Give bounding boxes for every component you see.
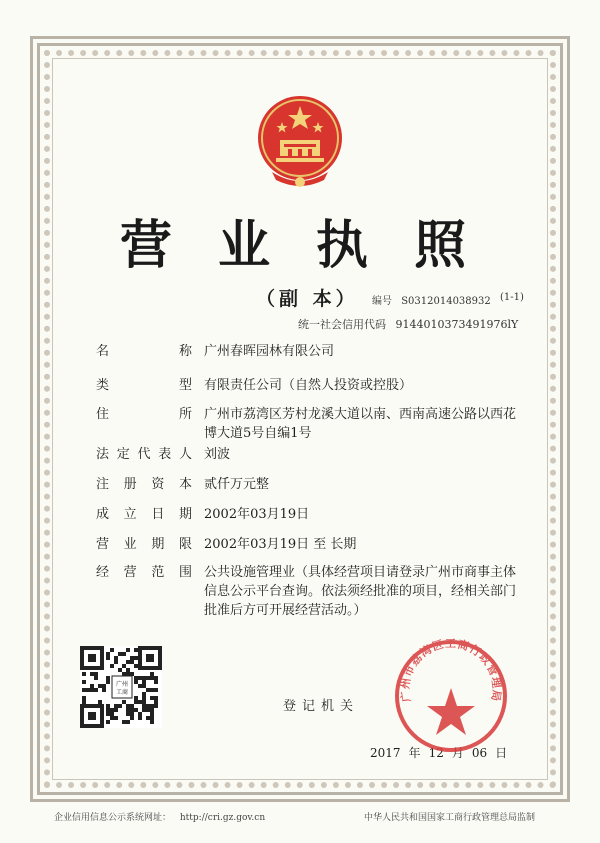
qr-module [142, 704, 146, 708]
qr-module [134, 708, 138, 712]
month-label: 月 [451, 746, 464, 760]
qr-module [146, 676, 150, 680]
qr-module [118, 704, 122, 708]
qr-module [134, 696, 138, 700]
seal-text: 广州市荔湾区工商行政管理局 [398, 638, 504, 703]
qr-module [126, 704, 130, 708]
qr-module [106, 676, 110, 680]
qr-module [82, 688, 86, 692]
qr-module [82, 696, 86, 700]
issue-year: 2017 [370, 746, 401, 760]
qr-code-icon [80, 646, 162, 728]
qr-module [122, 700, 126, 704]
qr-module [134, 664, 138, 668]
qr-module [110, 648, 114, 652]
qr-module [138, 676, 142, 680]
credit-code-value: 9144010373491976lY [395, 318, 519, 331]
qr-module [134, 656, 138, 660]
field-value: 有限责任公司（自然人投资或控股） [204, 378, 413, 393]
footer-issuer: 中华人民共和国国家工商行政管理总局监制 [364, 813, 536, 823]
field-value: 刘波 [204, 447, 231, 462]
serial-label: 编号 [372, 296, 392, 307]
qr-badge-line1: 广州 [115, 681, 129, 688]
qr-module [154, 700, 158, 704]
qr-module [126, 720, 130, 724]
field-label: 成立日期 [96, 507, 192, 522]
qr-module [94, 688, 98, 692]
qr-module [94, 676, 98, 680]
qr-module [82, 700, 86, 704]
qr-module [106, 708, 110, 712]
credit-code-label: 统一社会信用代码 [298, 318, 386, 331]
qr-module [114, 708, 118, 712]
qr-module [142, 676, 146, 680]
qr-module [146, 708, 150, 712]
qr-module [130, 656, 134, 660]
qr-module [114, 704, 118, 708]
qr-module [122, 672, 126, 676]
qr-module [150, 688, 154, 692]
year-label: 年 [408, 746, 421, 760]
document-subtitle: （副 本） [256, 288, 359, 310]
qr-module [154, 696, 158, 700]
qr-module [150, 676, 154, 680]
qr-module [130, 672, 134, 676]
serial-value: S0312014038932 [401, 296, 491, 307]
qr-module [82, 672, 86, 676]
qr-module [126, 668, 130, 672]
qr-module [106, 712, 110, 716]
qr-module [118, 652, 122, 656]
field-label: 法定代表人 [96, 447, 192, 462]
qr-module [142, 684, 146, 688]
field-value: 2002年03月19日 [204, 507, 310, 522]
field-value: 广州市荔湾区芳村龙溪大道以南、西南高速公路以西花博大道5号自编1号 [204, 407, 517, 441]
qr-module [130, 712, 134, 716]
issue-month: 12 [428, 746, 444, 760]
qr-module [110, 664, 114, 668]
qr-module [122, 664, 126, 668]
qr-module [134, 680, 138, 684]
day-label: 日 [495, 746, 508, 760]
qr-module [126, 708, 130, 712]
qr-module [138, 716, 142, 720]
qr-module [154, 680, 158, 684]
qr-module [130, 716, 134, 720]
qr-module [142, 680, 146, 684]
qr-module [154, 676, 158, 680]
qr-module [98, 684, 102, 688]
qr-module [134, 648, 138, 652]
registration-office-label: 登记机关 [283, 699, 360, 714]
qr-module [138, 700, 142, 704]
field-value: 贰仟万元整 [204, 477, 270, 492]
qr-module [154, 688, 158, 692]
qr-module [110, 716, 114, 720]
qr-module [150, 716, 154, 720]
qr-module [110, 712, 114, 716]
qr-module [82, 680, 86, 684]
qr-module [122, 720, 126, 724]
qr-module [86, 688, 90, 692]
qr-module [142, 696, 146, 700]
qr-module [90, 688, 94, 692]
field-label: 注册资本 [96, 477, 192, 492]
credit-code [298, 316, 518, 332]
qr-module [110, 708, 114, 712]
qr-module [138, 684, 142, 688]
qr-module [130, 704, 134, 708]
national-emblem-icon [252, 92, 348, 192]
qr-module [126, 660, 130, 664]
qr-module [130, 708, 134, 712]
footer-website [54, 810, 265, 823]
field-value: 公共设施管理业（具体经营项目请登录广州市商事主体信息公示平台查询。依法须经批准的项目，经相关部门批准后方可开展经营活动。） [204, 565, 517, 618]
qr-module [102, 684, 106, 688]
qr-module [106, 656, 110, 660]
qr-module [142, 700, 146, 704]
qr-module [150, 696, 154, 700]
qr-module [146, 704, 150, 708]
field-label: 住所 [96, 407, 192, 422]
field-label: 类型 [96, 378, 192, 393]
serial-number [372, 292, 524, 307]
page-indicator: (1-1) [500, 292, 524, 303]
qr-module [106, 652, 110, 656]
issue-day: 06 [471, 746, 488, 760]
qr-module [146, 688, 150, 692]
qr-module [154, 704, 158, 708]
qr-module [130, 660, 134, 664]
field-label: 营业期限 [96, 537, 192, 552]
qr-module [134, 676, 138, 680]
qr-module [150, 672, 154, 676]
field-value: 2002年03月19日 至 长期 [204, 537, 357, 552]
qr-module [114, 660, 118, 664]
qr-module [114, 656, 118, 660]
qr-module [146, 716, 150, 720]
qr-module [126, 712, 130, 716]
qr-module [90, 684, 94, 688]
qr-module [118, 668, 122, 672]
qr-module [106, 720, 110, 724]
document-title: 营 业 执 照 [119, 216, 481, 276]
qr-module [106, 704, 110, 708]
qr-module [98, 700, 102, 704]
qr-module [126, 648, 130, 652]
qr-badge-line2: 工商 [115, 689, 129, 696]
qr-module [150, 704, 154, 708]
field-value: 广州春晖园林有限公司 [204, 344, 335, 359]
qr-module [142, 692, 146, 696]
qr-module [126, 672, 130, 676]
footer-website-label: 企业信用信息公示系统网址： [54, 813, 172, 823]
qr-module [122, 652, 126, 656]
footer-website-url[interactable]: http://cri.gz.gov.cn [179, 813, 266, 823]
qr-module [150, 708, 154, 712]
field-label: 名称 [96, 344, 192, 359]
qr-module [106, 680, 110, 684]
qr-module [102, 688, 106, 692]
qr-module [114, 716, 118, 720]
qr-module [142, 708, 146, 712]
qr-module [90, 672, 94, 676]
field-label: 经营范围 [96, 565, 192, 580]
official-seal-icon [393, 638, 509, 754]
qr-module [138, 712, 142, 716]
qr-module [150, 720, 154, 724]
qr-module [134, 700, 138, 704]
qr-module [94, 672, 98, 676]
qr-module [150, 712, 154, 716]
